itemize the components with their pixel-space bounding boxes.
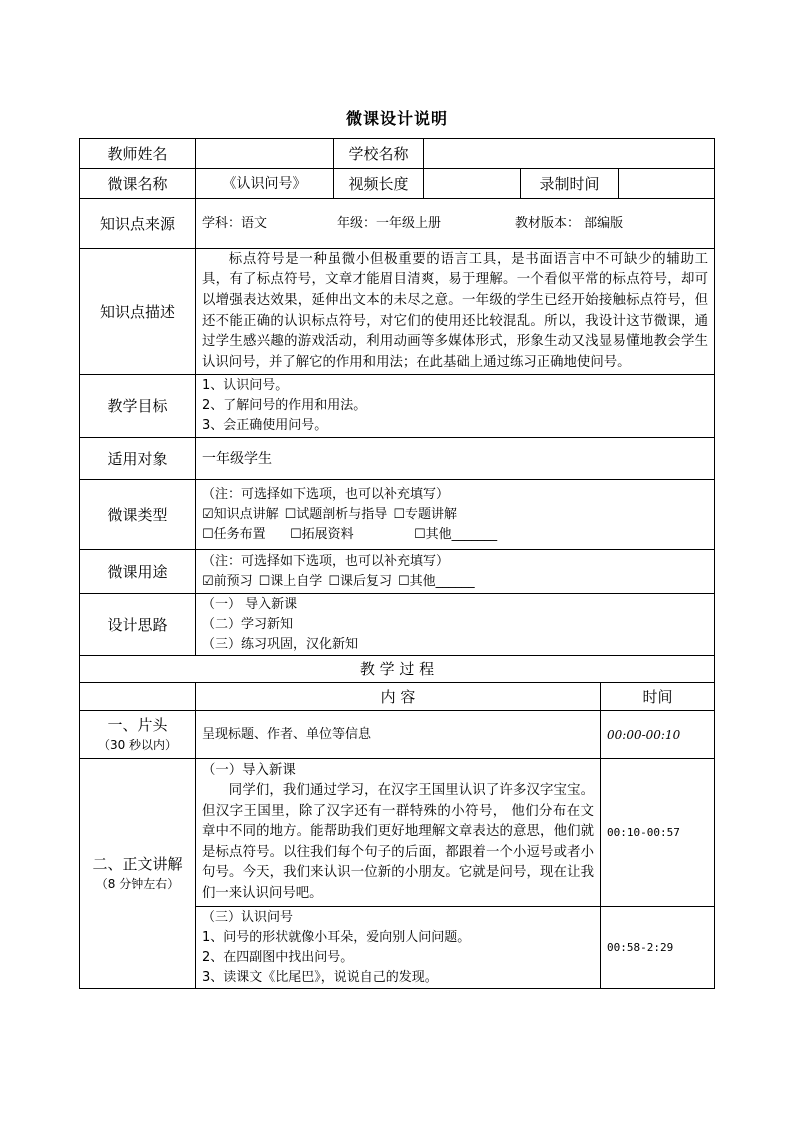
desc-text: 标点符号是一种虽微小但极重要的语言工具，是书面语言中不可缺少的辅助工具，有了标点符号，文章才能眉目清爽，易于理解。一个看似平常的标点符号，却可以增强表达效果，延伸出文本的未尽之意。一年级的学生已经开始接触标点符号，但还不能正确的认识标点符号，对它们的使用还比较混乱。所以，我设计这节微课，通过学生感兴趣的游戏活动，利用动画等多媒体形式，形象生动又浅显易懂地教会学生认识问号，并了解它的作用和用法；在此基础上通过练习正确地使问号。: [196, 249, 715, 375]
part2-learn-time: 00:58-2:29: [601, 907, 715, 989]
type-note: （注：可选择如下选项，也可以补充填写）: [202, 486, 450, 502]
length-label: 视频长度: [334, 169, 424, 199]
option-topic[interactable]: ☐专题讲解: [393, 506, 457, 522]
subject: 学科：语文: [202, 215, 268, 231]
part2-duration: （8 分钟左右）: [95, 876, 180, 891]
part2-label: [80, 759, 196, 989]
type-options: [196, 480, 715, 550]
part1-time: 00:00-00:10: [601, 711, 715, 759]
part1-label: [80, 711, 196, 759]
process-header-blank: [80, 683, 196, 711]
option-other-usage[interactable]: ☐其他______: [397, 573, 475, 589]
option-exam-guide[interactable]: ☐试题剖析与指导: [284, 506, 388, 522]
design-item: （三）练习巩固，汉化新知: [202, 636, 359, 652]
school-value: [424, 139, 715, 169]
record-time-value: [619, 169, 715, 199]
part2-title: 二、正文讲解: [92, 854, 183, 873]
teacher-value: [196, 139, 334, 169]
part2-intro-text: 同学们，我们通过学习，在汉字王国里认识了许多汉字宝宝。但汉字王国里，除了汉字还有一群特殊的小符号， 他们分布在文章中不同的地方。能帮助我们更好地理解文章表达的意思，他们就是标点符号。以往我们每个句子的后面，都跟着一个小逗号或者小句号。今天，我们来认识一位新的小朋友。它就是问号，现在让我们一来认识问号吧。: [202, 783, 594, 901]
design-item: （一） 导入新课: [202, 596, 298, 612]
part2-learn: [196, 907, 601, 989]
edition: 教材版本： 部编版: [515, 215, 624, 231]
usage-options: [196, 550, 715, 594]
usage-label: 微课用途: [80, 550, 196, 594]
option-review[interactable]: ☐课后复习: [328, 573, 392, 589]
option-preview[interactable]: ☑前预习: [202, 573, 253, 589]
record-time-label: 录制时间: [521, 169, 619, 199]
info-table: [79, 138, 715, 199]
source-label: 知识点来源: [80, 199, 196, 249]
goal-item: 1、认识问号。: [202, 378, 289, 393]
audience-label: 适用对象: [80, 438, 196, 480]
usage-note: （注：可选择如下选项，也可以补充填写）: [202, 553, 450, 569]
column-content-header: 内 容: [196, 683, 601, 711]
desc-label: 知识点描述: [80, 249, 196, 375]
option-task[interactable]: ☐任务布置: [202, 526, 266, 542]
part2-learn-item: 1、问号的形状就像小耳朵，爱向别人问问题。: [202, 929, 471, 945]
process-title: 教 学 过 程: [80, 656, 715, 683]
option-extension[interactable]: ☐拓展资料: [290, 526, 354, 542]
design-item: （二）学习新知: [202, 616, 294, 632]
goal-item: 3、会正确使用问号。: [202, 418, 328, 433]
column-time-header: 时间: [601, 683, 715, 711]
part2-learn-item: 3、读课文《比尾巴》，说说自己的发现。: [202, 969, 438, 985]
goal-item: 2、了解问号的作用和用法。: [202, 398, 367, 413]
course-value: 《认识问号》: [196, 169, 334, 199]
option-knowledge[interactable]: ☑知识点讲解: [202, 506, 279, 522]
part2-intro: [196, 759, 601, 907]
length-value: [424, 169, 521, 199]
audience-value: 一年级学生: [196, 438, 715, 480]
part1-title: 一、片头: [107, 715, 168, 734]
design-list: [196, 594, 715, 656]
type-label: 微课类型: [80, 480, 196, 550]
part2-intro-heading: （一）导入新课: [202, 762, 296, 778]
source-row: [196, 199, 715, 249]
part1-duration: （30 秒以内）: [97, 737, 178, 752]
course-label: 微课名称: [80, 169, 196, 199]
goals-list: [196, 375, 715, 438]
school-label: 学校名称: [334, 139, 424, 169]
teacher-label: 教师姓名: [80, 139, 196, 169]
main-table: [79, 198, 715, 989]
grade: 年级：一年级上册: [337, 215, 442, 231]
document-title: 微课设计说明: [345, 109, 448, 128]
part1-content: 呈现标题、作者、单位等信息: [196, 711, 601, 759]
part2-learn-item: 2、在四副图中找出问号。: [202, 949, 354, 965]
part2-learn-heading: （三）认识问号: [202, 909, 294, 925]
option-self-study[interactable]: ☐课上自学: [258, 573, 323, 589]
design-label: 设计思路: [80, 594, 196, 656]
option-other[interactable]: ☐其他_______: [414, 526, 498, 542]
goals-label: 教学目标: [80, 375, 196, 438]
part2-intro-time: 00:10-00:57: [601, 759, 715, 907]
